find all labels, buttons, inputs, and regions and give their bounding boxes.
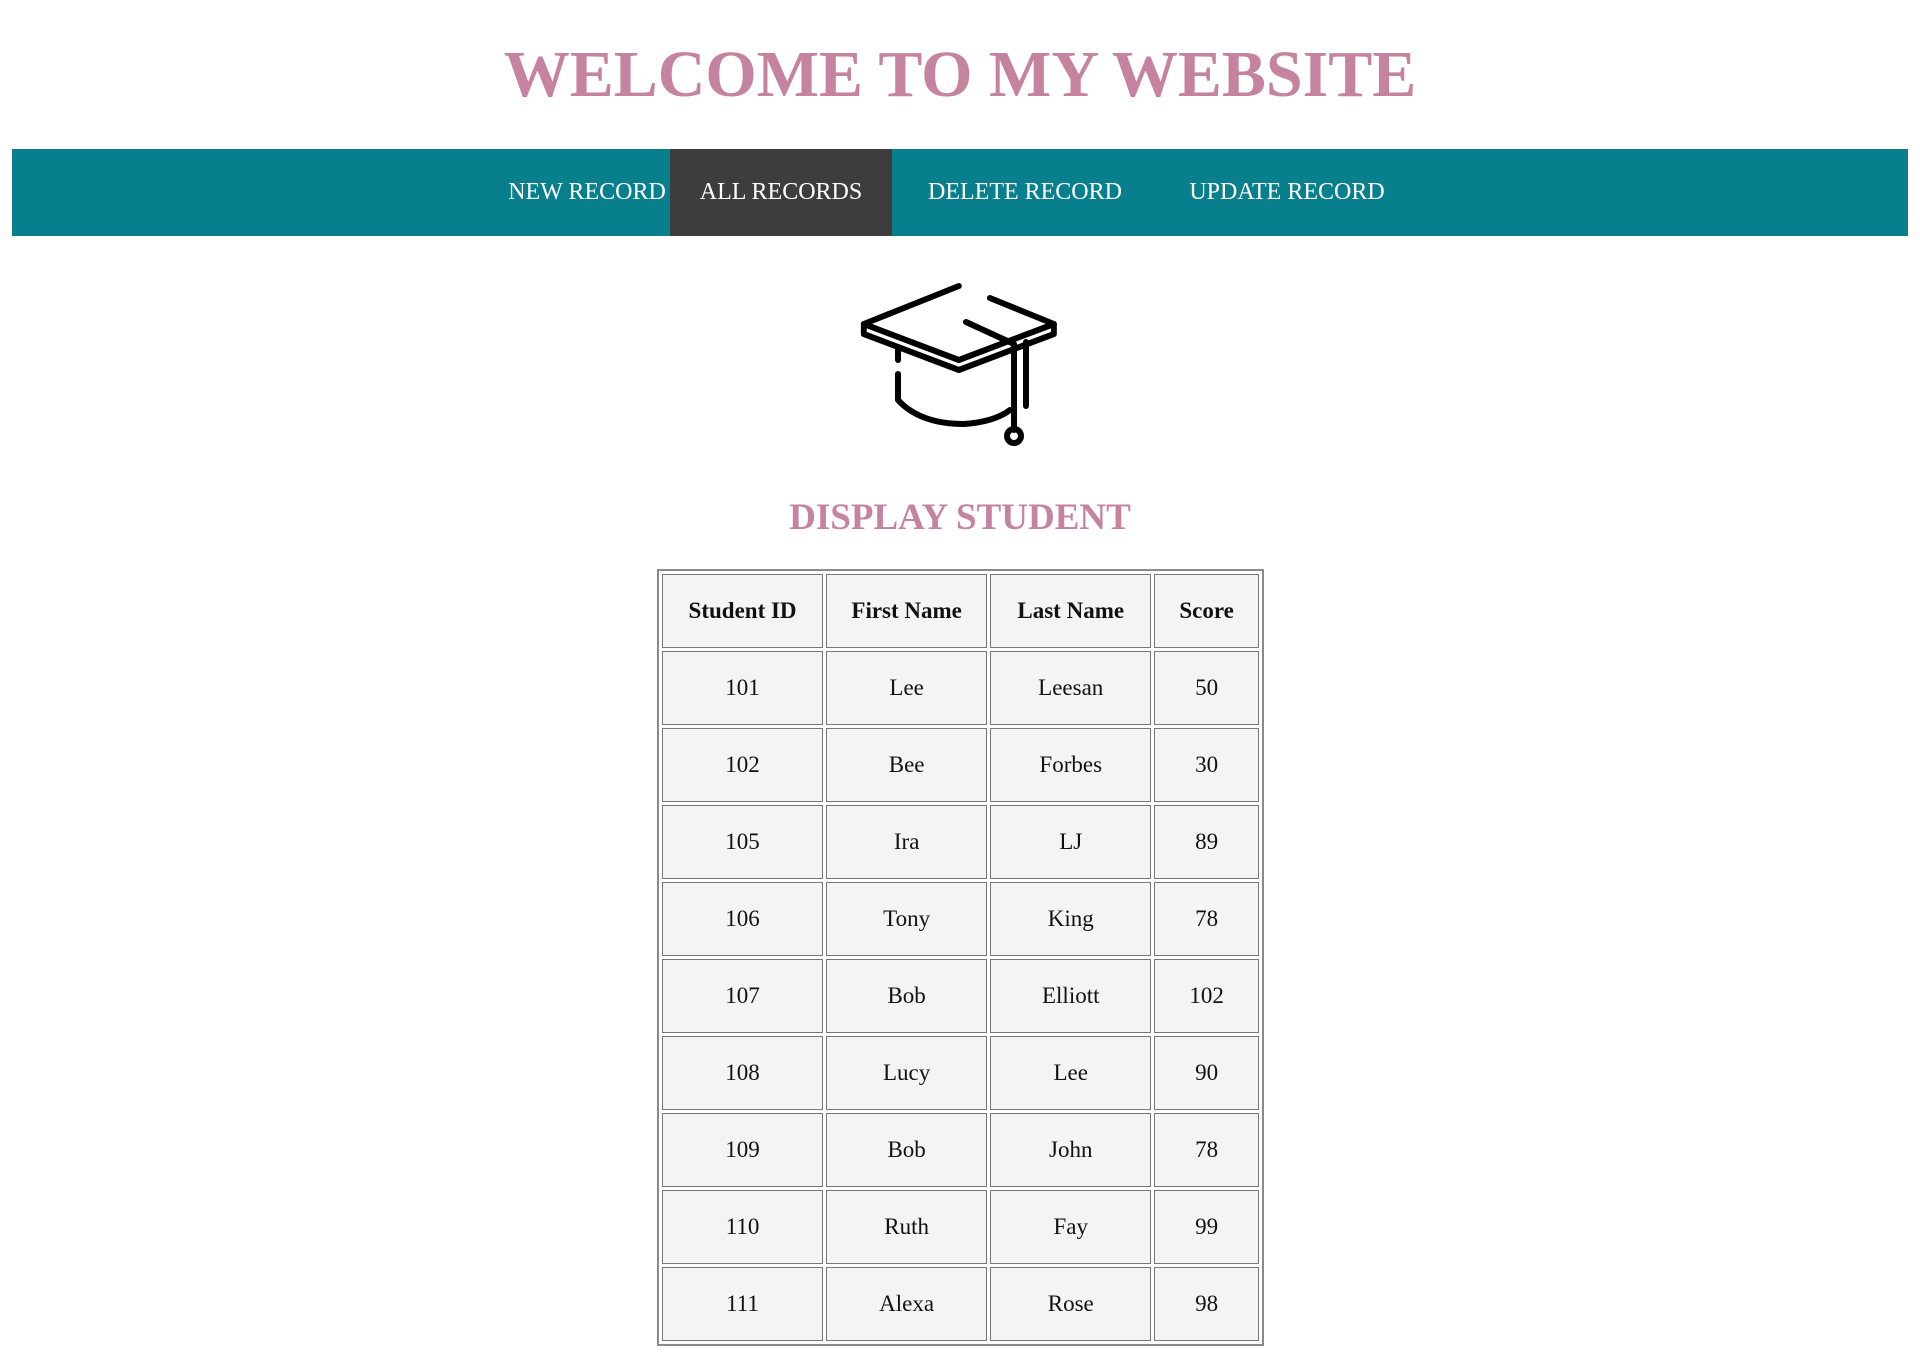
table-row [662,959,1259,1033]
column-header-score: Score [1154,574,1259,648]
cell-score: 102 [1154,959,1259,1033]
graduation-cap-icon [860,282,1060,446]
cell-student-id: 102 [662,728,823,802]
cell-first-name: Ruth [826,1190,987,1264]
table-row [662,882,1259,956]
table-row [662,728,1259,802]
cell-student-id: 106 [662,882,823,956]
cell-first-name: Bob [826,1113,987,1187]
cell-student-id: 101 [662,651,823,725]
nav-all-records[interactable]: ALL RECORDS [670,149,892,236]
cell-last-name: Leesan [990,651,1151,725]
cell-score: 90 [1154,1036,1259,1110]
cell-score: 78 [1154,882,1259,956]
nav-delete-record[interactable]: DELETE RECORD [928,179,1122,205]
cell-student-id: 108 [662,1036,823,1110]
column-header-student-id: Student ID [662,574,823,648]
cell-score: 30 [1154,728,1259,802]
cell-student-id: 110 [662,1190,823,1264]
cell-first-name: Bee [826,728,987,802]
cell-first-name: Bob [826,959,987,1033]
main-navbar [12,149,1908,236]
cell-first-name: Lucy [826,1036,987,1110]
cell-score: 98 [1154,1267,1259,1341]
cell-student-id: 107 [662,959,823,1033]
section-title: DISPLAY STUDENT [789,497,1131,538]
students-table [657,569,1264,1346]
cell-score: 89 [1154,805,1259,879]
students-table-wrap [657,569,1264,1346]
nav-new-record[interactable]: NEW RECORD [508,179,666,205]
cell-last-name: Elliott [990,959,1151,1033]
table-row [662,651,1259,725]
cell-last-name: Forbes [990,728,1151,802]
cell-last-name: LJ [990,805,1151,879]
cell-student-id: 111 [662,1267,823,1341]
cell-score: 78 [1154,1113,1259,1187]
table-row [662,1113,1259,1187]
cell-student-id: 105 [662,805,823,879]
cell-first-name: Lee [826,651,987,725]
table-row [662,1190,1259,1264]
cell-last-name: Lee [990,1036,1151,1110]
table-row [662,1267,1259,1341]
cell-student-id: 109 [662,1113,823,1187]
column-header-first-name: First Name [826,574,987,648]
cell-last-name: King [990,882,1151,956]
cell-last-name: Rose [990,1267,1151,1341]
table-row [662,805,1259,879]
cell-first-name: Ira [826,805,987,879]
site-title: WELCOME TO MY WEBSITE [503,38,1417,111]
cell-last-name: Fay [990,1190,1151,1264]
nav-update-record[interactable]: UPDATE RECORD [1189,179,1385,205]
cell-score: 99 [1154,1190,1259,1264]
cell-first-name: Tony [826,882,987,956]
table-header-row [662,574,1259,648]
table-row [662,1036,1259,1110]
cell-first-name: Alexa [826,1267,987,1341]
cell-score: 50 [1154,651,1259,725]
cell-last-name: John [990,1113,1151,1187]
column-header-last-name: Last Name [990,574,1151,648]
